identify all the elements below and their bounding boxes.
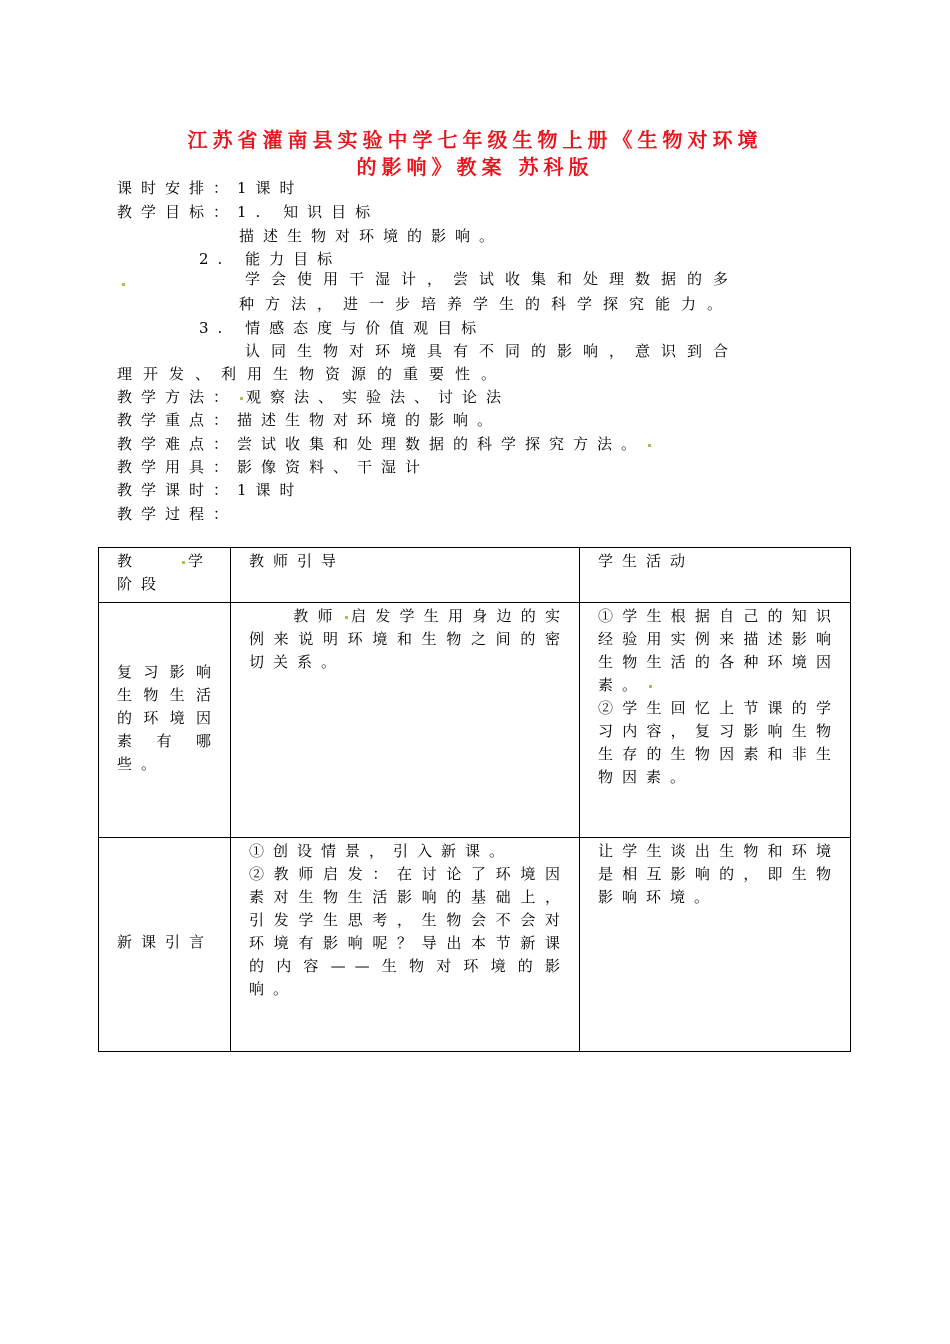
marker-dot xyxy=(649,685,652,688)
goal-attitude-text-a: 认同生物对环境具有不同的影响，意识到合 xyxy=(245,342,740,360)
marker-dot xyxy=(648,444,651,447)
marker-dot xyxy=(345,616,348,619)
goal-ability-label: 2. 能力目标 xyxy=(199,250,342,268)
difficulty-line xyxy=(117,434,654,454)
methods-text: 观察法、实验法、讨论法 xyxy=(246,388,511,406)
goal-knowledge-text: 描述生物对环境的影响。 xyxy=(239,227,504,245)
schedule-line: 课时安排：1课时 xyxy=(117,179,304,197)
stage-cell: 复习影响生物生活的环境因素有哪些。 xyxy=(99,603,231,838)
lesson-table xyxy=(98,547,851,1052)
table-row xyxy=(99,838,851,1052)
process-line: 教学过程： xyxy=(117,505,238,523)
header-stage: 教 学 阶段 xyxy=(99,548,231,603)
teacher-cell: ①创设情景，引入新课。 ②教师启发：在讨论了环境因素对生物生活影响的基础上，引发学生思考，生物会不会对环境有影响呢？导出本节新课的内容——生物对环境的影响。 xyxy=(231,838,580,1052)
student-cell: 让学生谈出生物和环境是相互影响的，即生物影响环境。 xyxy=(580,838,851,1052)
header-student: 学生活动 xyxy=(580,548,851,603)
hours-line: 教学课时：1课时 xyxy=(117,481,304,499)
title-line-2: 的影响》教案 苏科版 xyxy=(356,155,594,179)
table-header-row xyxy=(99,548,851,603)
tools-line: 教学用具：影像资料、干湿计 xyxy=(117,458,430,476)
goal-ability-text-a: 学会使用干湿计，尝试收集和处理数据的多 xyxy=(245,270,740,288)
difficulty-text: 教学难点：尝试收集和处理数据的科学探究方法。 xyxy=(117,435,646,453)
title-line-1: 江苏省灌南县实验中学七年级生物上册《生物对环境 xyxy=(187,128,763,152)
stage-cell: 新课引言 xyxy=(99,838,231,1052)
keypoint-line: 教学重点：描述生物对环境的影响。 xyxy=(117,411,502,429)
goals-label: 教学目标：1. 知识目标 xyxy=(117,203,380,221)
marker-dot xyxy=(182,561,185,564)
methods-line xyxy=(117,387,510,407)
marker-dot xyxy=(240,397,243,400)
document-title xyxy=(110,127,840,181)
teacher-cell: 教师 启发学生用身边的实例来说明环境和生物之间的密切关系。 xyxy=(231,603,580,838)
goal-attitude-text-b: 理开发、利用生物资源的重要性。 xyxy=(117,365,508,383)
header-teacher: 教师引导 xyxy=(231,548,580,603)
methods-label: 教学方法： xyxy=(117,388,238,406)
goal-ability-text-b: 种方法，进一步培养学生的科学探究能力。 xyxy=(239,295,734,313)
marker-dot xyxy=(122,283,125,286)
student-cell: ①学生根据自己的知识经验用实例来描述影响生物生活的各种环境因素。 ②学生回忆上节课的学习内容，复习影响生物生存的生物因素和非生物因素。 xyxy=(580,603,851,838)
table-row xyxy=(99,603,851,838)
goal-attitude-label: 3. 情感态度与价值观目标 xyxy=(199,319,486,337)
